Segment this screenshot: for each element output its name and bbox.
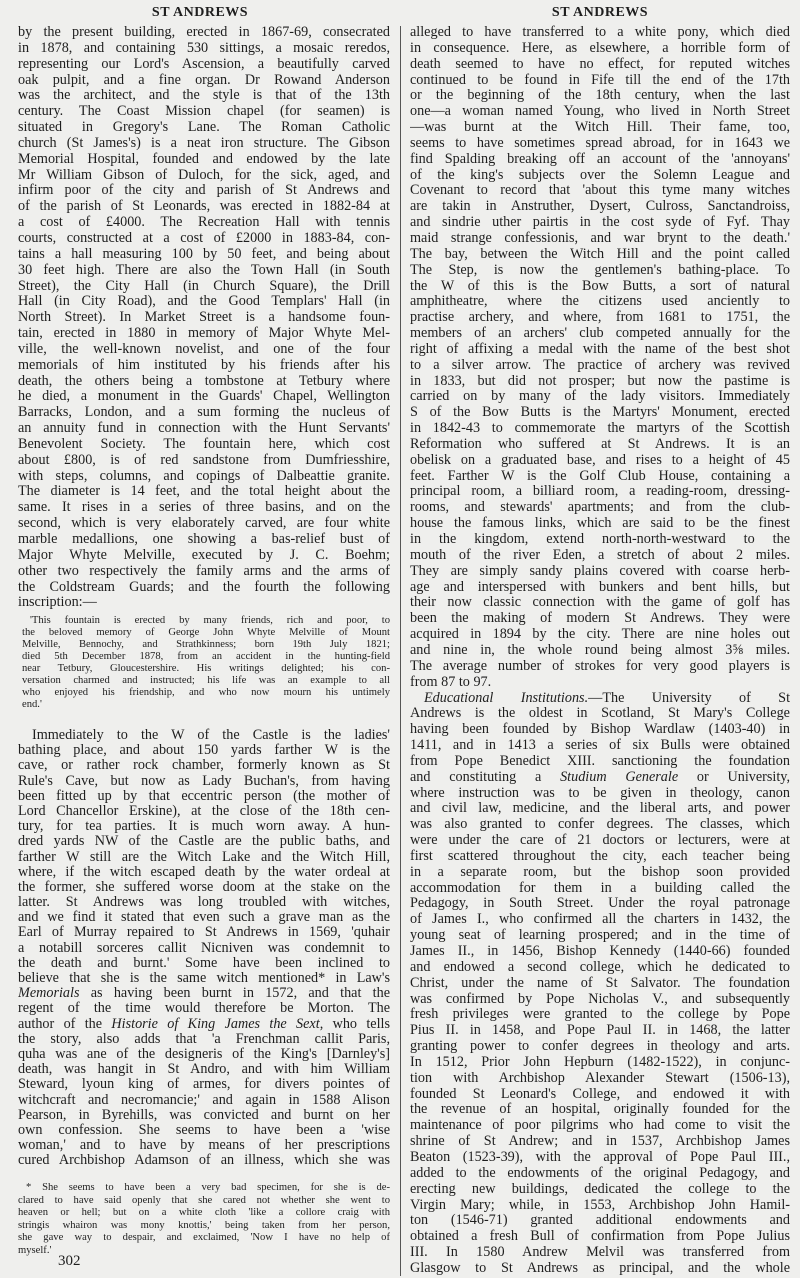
text-line: seems to have sometimes spread abroad, for in 1643 we [410, 135, 790, 151]
text-line: believe that she is the same witch mentioned* in Law's [18, 971, 390, 986]
text-line: church (St James's) is a neat iron structure. The Gibson [18, 135, 390, 151]
text-line: from 87 to 97. [410, 674, 492, 690]
text-line: tain, erected in 1880 in memory of Major Whyte Mel- [18, 326, 390, 342]
text-line: of James I., who confirmed all the charters in 1432, the [410, 912, 790, 928]
text-line: who enjoyed his friendship, and who now mourn his untimely [22, 687, 390, 698]
text-line: find Spalding breaking off an account of the 'annoyans' [410, 151, 790, 167]
text-line: bathing place, and about 150 yards farther W is the [18, 743, 390, 759]
text-line: Christ, under the name of St Salvator. The foundation [410, 975, 790, 991]
text-line: latter. St Andrews was long troubled with witches, [18, 895, 390, 911]
text-line: the revenue of an hospital, originally founded for the [410, 1102, 790, 1118]
text-line: granting power to confer degrees in theology and arts. [410, 1039, 790, 1055]
text-line: mouth of the river Eden, a stretch of about 2 miles. [410, 547, 790, 563]
text-line: They are simply sandy plains covered with coarse herb- [410, 563, 790, 579]
text-line: and civil law, medicine, and the liberal arts, and power [410, 801, 790, 817]
text-line: with steps, columns, and copings of Dalbeattie granite. [18, 468, 390, 484]
text-line: James II., in 1456, Bishop Kennedy (1440-66) founded [410, 944, 790, 959]
text-line: their now classic connection with the game of golf has [410, 595, 790, 611]
text-line: Earl of Murray repaired to St Andrews in 1569, 'quhair [18, 925, 390, 941]
text-line: myself.' [18, 1244, 52, 1256]
text-line: and we find it stated that even such a grave man as the [18, 910, 390, 926]
text-line: shrine of St Andrew; and in 1537, Archbishop James [410, 1134, 790, 1150]
text-line: in 1878, and containing 530 sittings, a mosaic reredos, [18, 40, 390, 56]
text-line: In 1512, Prior John Hepburn (1482-1522), in conjunc- [410, 1054, 790, 1070]
text-line: a notabill sorceres callit Nicniven was condemnit to [18, 940, 390, 956]
text-line: the story, also adds that 'a Frenchman callit Paris, [18, 1031, 390, 1047]
running-header-left: ST ANDREWS [151, 5, 249, 20]
text-line: Reformation who suffered at St Andrews. It is an [410, 436, 790, 452]
text-line: Street), the City Hall (in Church Square), the Drill [18, 278, 390, 294]
text-line: added to the endowments of the original Pedagogy, and [410, 1165, 790, 1181]
text-line: end.' [22, 699, 42, 710]
text-line: in 1833, but did not prosper; but now the pastime is [410, 373, 790, 389]
italic-title: Studium Generale [560, 769, 679, 785]
text-line: century. The Coast Mission chapel (for seamen) is [18, 104, 390, 120]
text-line: fresh privileges were granted to the college by Pope [410, 1007, 790, 1023]
text-line: or the beginning of the 18th century, when the last [410, 88, 790, 104]
text-line: S of the Bow Butts is the Martyrs' Monument, erected [410, 405, 790, 421]
text-line: near Tetbury, Gloucestershire. His writings delighted; his con- [22, 663, 390, 674]
text-line: a cost of £4000. The Recreation Hall with tennis [18, 215, 390, 231]
text-line: of the parish of St Leonards, was erected in 1882-84 at [18, 199, 390, 215]
text-line: where instruction was to be given in theology, canon [410, 785, 790, 801]
text-line: to a silver arrow. The practice of archery was revived [410, 357, 790, 373]
text-line: dred yards NW of the Castle are the public baths, and [18, 834, 390, 850]
text-line: Hall (in City Road), and the Good Templars' Hall (in [18, 294, 390, 310]
text-line: amphitheatre, where the citizens used anciently to [410, 294, 790, 310]
text-line: of the king's subjects over the Solemn League and [410, 167, 790, 183]
text-line: Rule's Cave, but now as Lady Buchan's, from having [18, 773, 390, 789]
text-line: The Step, is now the gentlemen's bathing-place. To [410, 262, 790, 278]
italic-title: Historie of King James the Sext [111, 1016, 320, 1032]
text-line: North Street). In Market Street is a handsome foun- [18, 310, 390, 326]
text-line: been fitted up by that eccentric person (the mother of [18, 788, 390, 804]
text-line: Mr William Gibson of Duloch, for the sick, aged, and [18, 167, 390, 183]
running-header-right: ST ANDREWS [551, 5, 649, 20]
text-line: the beloved memory of George John Whyte Melville of Mount [22, 627, 390, 638]
text-line: was confirmed by Pope Nicholas V., and subsequently [410, 991, 790, 1007]
text-line: were under the care of 21 doctors or lecturers, were at [410, 833, 790, 849]
text-line: III. In 1580 Andrew Melvil was transferred from [410, 1245, 790, 1261]
text-line: memorials of him instituted by his friends after his [18, 357, 390, 373]
left-column-paragraph-1 [18, 25, 390, 611]
text-line: Pedagogy, in South Street. Under the royal patronage [410, 896, 790, 912]
text-line: Beaton (1523-39), with the approval of Pope Paul III., [410, 1149, 790, 1165]
text-line: obelisk on a graduated base, and rises to a height of 45 [410, 452, 790, 468]
text-line: accommodation for them in a building called the [410, 880, 790, 896]
text-line: Steward, lyoun king of armes, for divers pointes of [18, 1077, 390, 1093]
text-line: cave, or rather rock chamber, formerly known as St [18, 758, 390, 774]
text-line: Benevolent Society. The fountain here, which cost [18, 436, 390, 452]
text-line: and nine in, the whole round being almost 3⅝ miles. [410, 642, 790, 658]
text-line: one—a woman named Young, who lived in North Street [410, 104, 790, 120]
text-line: Covenant to record that 'about this tyme many witches [410, 183, 790, 199]
text-line: courts, constructed at a cost of £2000 in 1883-84, con- [18, 230, 390, 246]
text-line: by the present building, erected in 1867-69, consecrated [18, 25, 390, 40]
text-line: an annuity fund in connection with the Hunt Servants' [18, 421, 390, 437]
text-line: clared to have said openly that she cared not whether she went to [18, 1194, 390, 1206]
text-line: death seemed to have no effect, for reputed witches [410, 56, 790, 72]
text-line: rooms, and stewards' apartments; and from the club- [410, 500, 790, 516]
text-line: tury, for tea parties. It is much worn away. A hun- [18, 819, 390, 835]
text-line: carried on by many of the lady visitors. Immediately [410, 389, 790, 405]
text-line: in 1842-43 to commemorate the martyrs of the Scottish [410, 421, 790, 437]
text-line: regent of the time would therefore be Morton. The [18, 1001, 390, 1017]
text-line: in the kingdom, extend north-north-westward to the [410, 532, 790, 547]
text-line: founded St Leonard's College, and endowed it with [410, 1086, 790, 1102]
text-line: farther W still are the Witch Lake and the Witch Hill, [18, 849, 390, 865]
text-line: in consequence. Here, as elsewhere, a horrible form of [410, 40, 790, 56]
text-line: where, if the witch escaped death by the water ordeal at [18, 864, 390, 880]
text-line: tion with Archbishop Alexander Stewart (1506-13), [410, 1070, 790, 1086]
text-line: are takin in Anstruther, Dysert, Culross, Sanctandroiss, [410, 199, 790, 215]
text-line: continued to be found in Fife till the end of the 17th [410, 72, 790, 88]
text-line: practise archery, and where, from 1681 to 1751, the [410, 310, 790, 326]
text-line: feet. Farther W is the Golf Club House, containing a [410, 468, 790, 484]
text-line: 30 feet high. There are also the Town Hall (in South [18, 262, 390, 278]
text-line: died 5th December 1878, from an accident in the hunting-field [22, 651, 390, 662]
text-line: representing our Lord's Ascension, a beautifully carved [18, 56, 390, 72]
text-line: other two respectively the family arms and the arms of [18, 563, 390, 579]
text-line: —was burnt at the Witch Hill. Their fame, too, [410, 120, 790, 136]
left-column-paragraph-2 [18, 728, 390, 1168]
text-line: the W of this is the Bow Butts, a sort of natural [410, 278, 790, 294]
text-line: from Pope Benedict XIII. sanctioning the foundation [410, 753, 790, 769]
text-line: erecting new buildings, dedicated the college to the [410, 1181, 790, 1197]
text-line: stringis whairon was mony knottis,' being taken from her person, [18, 1219, 390, 1231]
text-line: inscription:— [18, 595, 97, 611]
text-line: and sindrie uther pairtis in the cost syde of Fyf. Thay [410, 215, 790, 231]
italic-title: Educational Institutions. [424, 690, 589, 706]
text-line: the death and burnt.' Some have been inclined to [18, 955, 390, 971]
text-line: Memorial Hospital, founded and endowed by the late [18, 151, 390, 167]
text-line: the former, she suffered worse doom at the stake on the [18, 879, 390, 895]
text-line: 'This fountain is erected by many friends, rich and poor, to [30, 615, 390, 626]
text-line: Lord Chancellor Erskine), at the close of the 18th cen- [18, 803, 390, 819]
text-line: situated in Gregory's Lane. The Roman Catholic [18, 120, 390, 136]
text-line: death, was hangit in St Andro, and with him William [18, 1062, 390, 1078]
text-line: right of affixing a medal with the name of the best shot [410, 341, 790, 357]
text-line: woman,' and to have by means of her prescriptions [18, 1138, 390, 1154]
text-line: was also granted to confer degrees. The classes, which [410, 817, 790, 833]
text-line: Immediately to the W of the Castle is the ladies' [32, 728, 390, 743]
text-line: acquired in 1894 by the city. There are nine holes out [410, 627, 790, 643]
text-line: maintenance of poor pilgrims who had come to visit the [410, 1118, 790, 1134]
text-line: own confession. She seems to have been a 'wise [18, 1122, 390, 1138]
text-line: she gave way to despair, and exclaimed, 'Now I have no help of [18, 1232, 390, 1244]
text-line: The diameter is 14 feet, and the total height about the [18, 484, 390, 500]
column-divider [400, 26, 401, 1276]
text-line: Major Whyte Melville, executed by J. C. Boehm; [18, 547, 390, 563]
footnote [18, 1182, 390, 1258]
text-line: house the famous links, which are said to be the finest [410, 516, 790, 532]
text-line: death, the others being a tombstone at Tetbury where [18, 373, 390, 389]
text-line: young seat of learning prospered; and in the time of [410, 928, 790, 944]
text-line: The average number of strokes for very good players is [410, 658, 790, 674]
text-line: Andrews is the oldest in Scotland, St Mary's College [410, 706, 790, 722]
text-line: obtained a fresh Bull of confirmation from Pope Julius [410, 1229, 790, 1245]
text-line: versation charmed and instructed; his life was an example to all [22, 675, 390, 686]
text-line: maid strange confessionis, and war brynt to the death.' [410, 230, 790, 246]
text-line: Memorials as having been burnt in 1572, and that the [18, 986, 390, 1002]
text-line: tains a hall measuring 100 by 50 feet, and being about [18, 246, 390, 262]
right-column-paragraph-1 [410, 25, 790, 690]
text-line: the Coldstream Guards; and the fourth the following [18, 579, 390, 595]
page-number: 302 [58, 1253, 81, 1269]
text-line: * She seems to have been a very bad specimen, for she is de- [26, 1182, 390, 1193]
text-line: oak pulpit, and a fine organ. Dr Rowand Anderson [18, 72, 390, 88]
text-line: infirm poor of the city and parish of St Andrews and [18, 183, 390, 199]
text-line: age and interspersed with bunkers and bent hills, but [410, 579, 790, 595]
italic-title: Memorials [18, 986, 80, 1002]
text-line: in a separate room, but the bishop soon provided [410, 864, 790, 880]
fountain-inscription [22, 615, 390, 711]
text-line: Barracks, London, and a sum forming the nucleus of [18, 405, 390, 421]
text-line: ton (1546-71) granted additional endowments and [410, 1213, 790, 1229]
text-line: Virgin Mary; while, in 1553, Archbishop John Hamil- [410, 1197, 790, 1213]
text-line: witchcraft and necromancie;' and again in 1588 Alison [18, 1092, 390, 1108]
text-line: heaven or hell; but on a white cloth 'like a collore craig with [18, 1207, 390, 1219]
text-line: cured Archbishop Adamson of an illness, which she was [18, 1153, 390, 1169]
text-line: first scattered throughout the city, each teacher being [410, 848, 790, 864]
text-line: author of the Historie of King James the Sext, who tells [18, 1016, 390, 1032]
text-line: Pearson, in Byrehills, was convicted and burnt on her [18, 1107, 390, 1123]
text-line: Glasgow to St Andrews as principal, and the whole [410, 1260, 790, 1276]
text-line: Melville, Bennochy, and Strathkinness; born 19th July 1821; [22, 639, 390, 650]
text-line: was the architect, and the style is that of the 13th [18, 88, 390, 104]
text-line: about £800, is of red sandstone from Dumfriesshire, [18, 452, 390, 468]
text-line: Educational Institutions.—The University of St [424, 690, 790, 706]
text-line: been the making of modern St Andrews. They were [410, 611, 790, 627]
text-line: marble medallions, one showing a bas-relief bust of [18, 532, 390, 547]
text-line: second, which is very elaborately carved, are four white [18, 516, 390, 532]
text-line: principal room, a billiard room, a reading-room, dressing- [410, 484, 790, 500]
text-line: 1411, and in 1413 a series of six Bulls were obtained [410, 738, 790, 754]
text-line: Pius II. in 1458, and Pope Paul II. in 1468, the latter [410, 1023, 790, 1039]
text-line: and endowed a second college, which he dedicated to [410, 959, 790, 975]
text-line: ville, the well-known novelist, and one of the four [18, 341, 390, 357]
text-line: The bay, between the Witch Hill and the point called [410, 246, 790, 262]
text-line: same. It rises in a series of three basins, and on the [18, 500, 390, 516]
text-line: members of an archers' club competed annually for the [410, 326, 790, 342]
text-line: he died, a monument in the Guards' Chapel, Wellington [18, 389, 390, 405]
text-line: quha was ane of the designeris of the King's [Darnley's] [18, 1046, 390, 1062]
text-line: alleged to have transferred to a white pony, which died [410, 25, 790, 40]
text-line: having been founded by Bishop Wardlaw (1403-40) in [410, 722, 790, 738]
text-line: and constituting a Studium Generale or University, [410, 769, 790, 785]
right-column-paragraph-2 [410, 691, 790, 1277]
